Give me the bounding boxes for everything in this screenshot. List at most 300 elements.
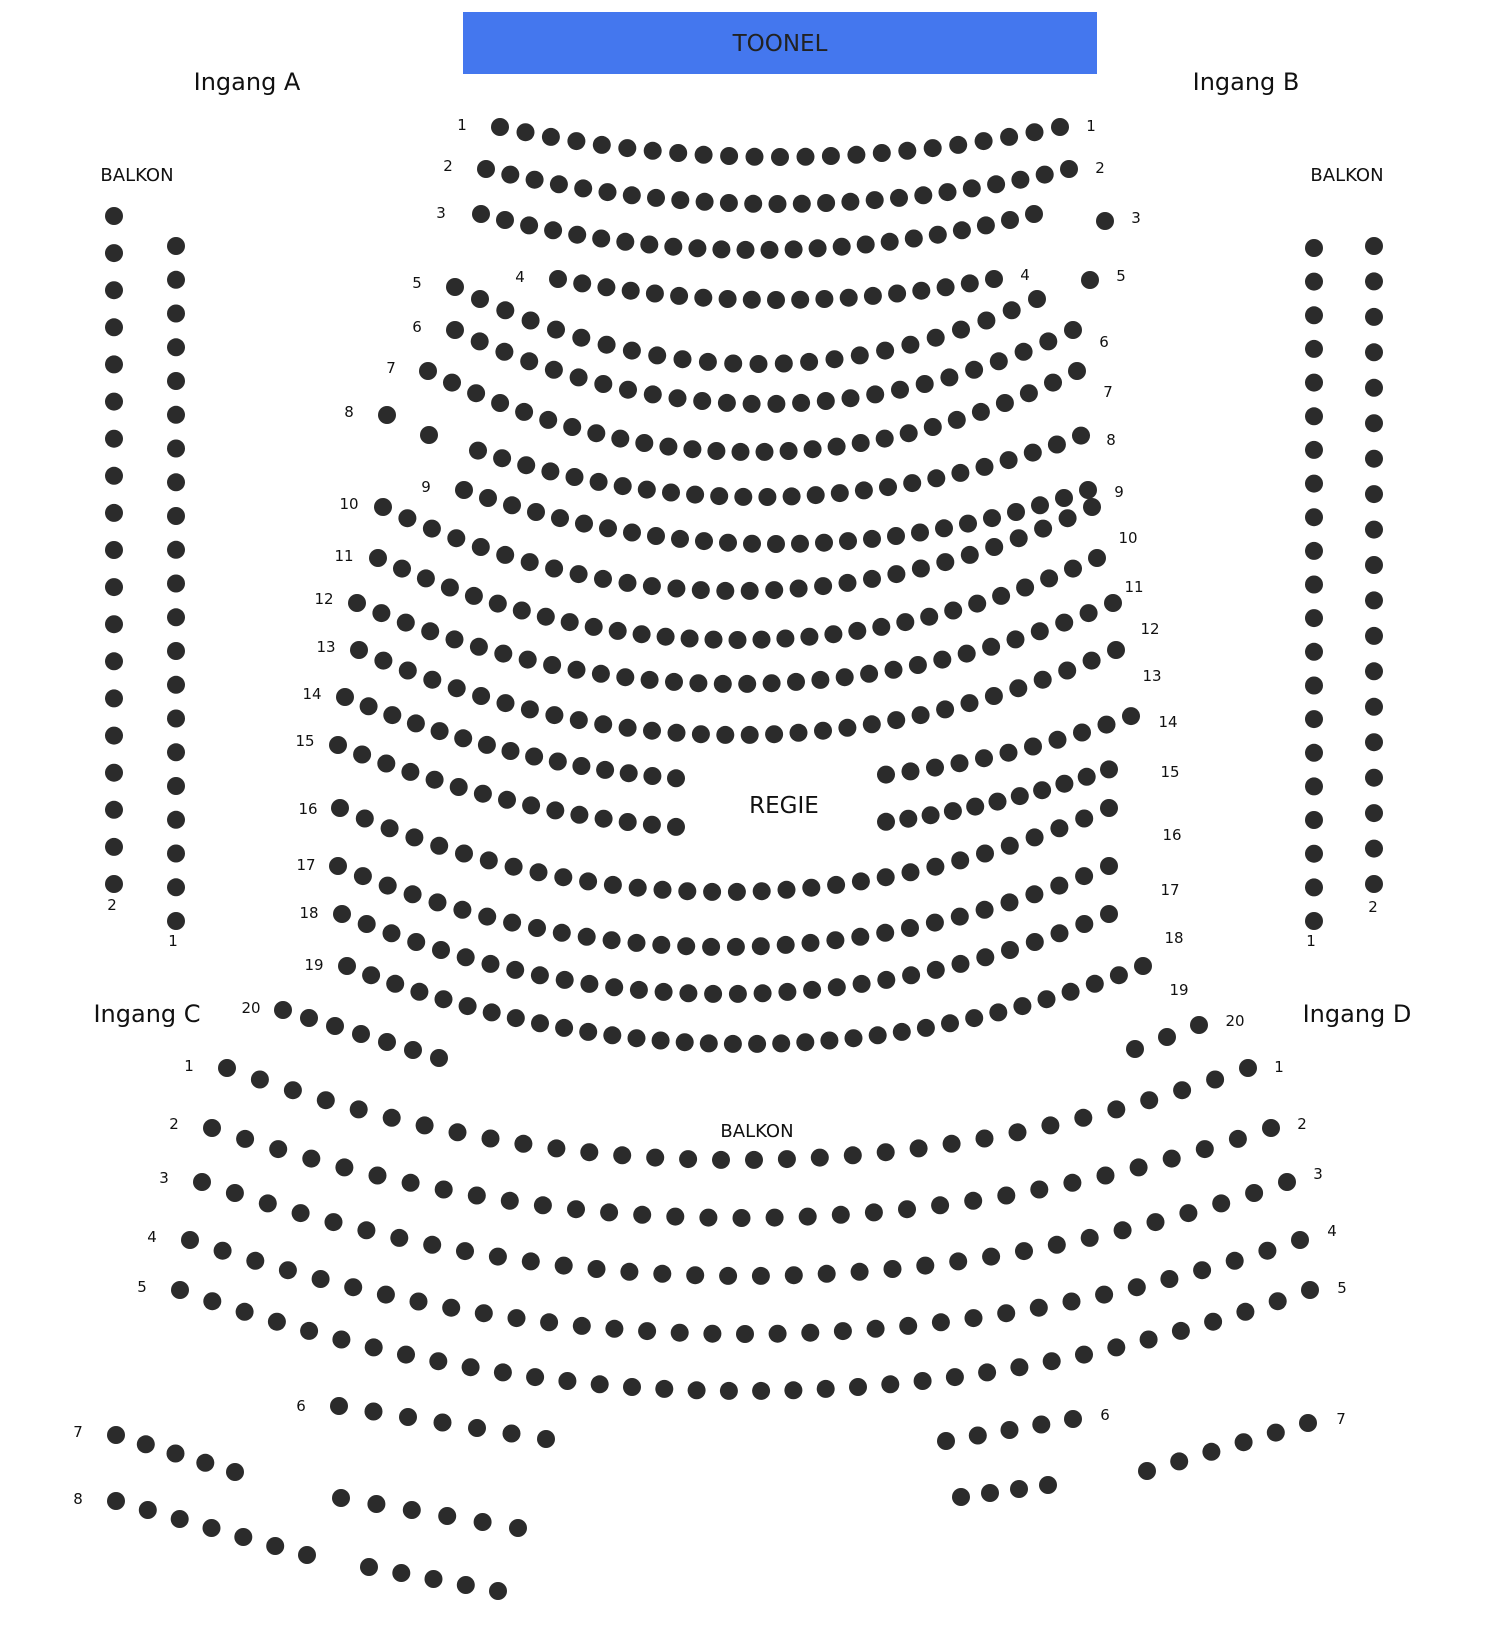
seat-row-10[interactable] (398, 509, 416, 527)
seat-row-12[interactable] (568, 661, 586, 679)
seat-row-16[interactable] (405, 828, 423, 846)
seat-side-balcony-right-row-2[interactable] (1365, 308, 1383, 326)
seat-row-8[interactable] (378, 406, 396, 424)
seat-balcony-row-3[interactable] (423, 1236, 441, 1254)
seat-row-11[interactable] (657, 628, 675, 646)
seat-row-8[interactable] (807, 486, 825, 504)
seat-row-8[interactable] (783, 487, 801, 505)
seat-balcony-row-7[interactable] (107, 1426, 125, 1444)
seat-balcony-row-2[interactable] (931, 1196, 949, 1214)
seat-row-9[interactable] (863, 530, 881, 548)
seat-balcony-row-2[interactable] (633, 1206, 651, 1224)
seat-row-8[interactable] (590, 473, 608, 491)
seat-row-9[interactable] (575, 515, 593, 533)
seat-row-17[interactable] (727, 938, 745, 956)
seat-row-12[interactable] (885, 661, 903, 679)
seat-row-14[interactable] (1049, 731, 1067, 749)
seat-balcony-row-1[interactable] (449, 1123, 467, 1141)
seat-side-balcony-left-row-1[interactable] (167, 305, 185, 323)
seat-balcony-row-8[interactable] (234, 1528, 252, 1546)
seat-row-9[interactable] (767, 535, 785, 553)
seat-row-4[interactable] (646, 285, 664, 303)
seat-row-15[interactable] (377, 755, 395, 773)
seat-balcony-row-2[interactable] (402, 1174, 420, 1192)
seat-row-12[interactable] (714, 675, 732, 693)
seat-balcony-row-1[interactable] (745, 1151, 763, 1169)
seat-balcony-row-3[interactable] (357, 1221, 375, 1239)
seat-row-13[interactable] (545, 706, 563, 724)
seat-row-15[interactable] (522, 796, 540, 814)
seat-row-18[interactable] (580, 975, 598, 993)
seat-row-16[interactable] (753, 882, 771, 900)
seat-side-balcony-right-row-1[interactable] (1305, 609, 1323, 627)
seat-balcony-row-1[interactable] (910, 1139, 928, 1157)
seat-row-11[interactable] (441, 579, 459, 597)
seat-balcony-row-2[interactable] (369, 1167, 387, 1185)
seat-row-9[interactable] (791, 535, 809, 553)
seat-row-19[interactable] (1013, 997, 1031, 1015)
seat-row-16[interactable] (902, 863, 920, 881)
seat-row-17[interactable] (677, 937, 695, 955)
seat-balcony-row-5[interactable] (429, 1352, 447, 1370)
seat-row-11[interactable] (992, 587, 1010, 605)
seat-balcony-row-3[interactable] (456, 1242, 474, 1260)
seat-row-12[interactable] (1080, 604, 1098, 622)
seat-row-3[interactable] (833, 238, 851, 256)
seat-balcony-row-7[interactable] (1202, 1443, 1220, 1461)
seat-side-balcony-right-row-1[interactable] (1305, 441, 1323, 459)
seat-row-13[interactable] (765, 725, 783, 743)
seat-side-balcony-left-row-2[interactable] (105, 318, 123, 336)
seat-balcony-row-1[interactable] (1206, 1071, 1224, 1089)
seat-side-balcony-right-row-1[interactable] (1305, 508, 1323, 526)
seat-balcony-row-5[interactable] (881, 1375, 899, 1393)
seat-row-17[interactable] (1001, 893, 1019, 911)
seat-balcony-row-3[interactable] (489, 1248, 507, 1266)
seat-row-12[interactable] (689, 674, 707, 692)
seat-side-balcony-right-row-2[interactable] (1365, 379, 1383, 397)
seat-balcony-row-1[interactable] (976, 1130, 994, 1148)
seat-row-7[interactable] (924, 418, 942, 436)
seat-balcony-row-4[interactable] (279, 1261, 297, 1279)
seat-row-19[interactable] (507, 1009, 525, 1027)
seat-row-7[interactable] (780, 442, 798, 460)
seat-balcony-row-5[interactable] (946, 1368, 964, 1386)
seat-row-14[interactable] (667, 769, 685, 787)
seat-balcony-row-2[interactable] (898, 1200, 916, 1218)
seat-row-3[interactable] (568, 226, 586, 244)
seat-balcony-row-4[interactable] (475, 1304, 493, 1322)
seat-row-17[interactable] (976, 901, 994, 919)
seat-row-3[interactable] (472, 205, 490, 223)
seat-row-18[interactable] (877, 971, 895, 989)
seat-balcony-row-2[interactable] (534, 1196, 552, 1214)
seat-row-18[interactable] (556, 971, 574, 989)
seat-row-4[interactable] (985, 270, 1003, 288)
seat-row-2[interactable] (623, 186, 641, 204)
seat-row-19[interactable] (772, 1034, 790, 1052)
seat-row-20[interactable] (404, 1041, 422, 1059)
seat-balcony-row-1[interactable] (547, 1139, 565, 1157)
seat-balcony-row-6[interactable] (434, 1414, 452, 1432)
seat-row-2[interactable] (696, 193, 714, 211)
seat-row-13[interactable] (692, 725, 710, 743)
seat-row-13[interactable] (497, 694, 515, 712)
seat-row-16[interactable] (728, 883, 746, 901)
seat-row-11[interactable] (800, 628, 818, 646)
seat-balcony-row-8[interactable] (981, 1484, 999, 1502)
seat-balcony-row-4[interactable] (1160, 1270, 1178, 1288)
seat-row-8[interactable] (879, 478, 897, 496)
seat-row-12[interactable] (421, 622, 439, 640)
seat-balcony-row-5[interactable] (397, 1346, 415, 1364)
seat-row-13[interactable] (1083, 652, 1101, 670)
seat-row-13[interactable] (1058, 662, 1076, 680)
seat-row-9[interactable] (503, 496, 521, 514)
seat-balcony-row-4[interactable] (1258, 1242, 1276, 1260)
seat-balcony-row-5[interactable] (688, 1381, 706, 1399)
seat-row-3[interactable] (1025, 205, 1043, 223)
seat-row-15[interactable] (989, 793, 1007, 811)
seat-side-balcony-left-row-2[interactable] (105, 615, 123, 633)
seat-balcony-row-5[interactable] (623, 1378, 641, 1396)
seat-row-4[interactable] (743, 291, 761, 309)
seat-balcony-row-1[interactable] (1107, 1100, 1125, 1118)
seat-row-9[interactable] (647, 527, 665, 545)
seat-balcony-row-4[interactable] (638, 1322, 656, 1340)
seat-row-15[interactable] (1100, 760, 1118, 778)
seat-side-balcony-left-row-2[interactable] (105, 652, 123, 670)
seat-row-15[interactable] (401, 763, 419, 781)
seat-row-10[interactable] (790, 580, 808, 598)
seat-row-18[interactable] (407, 933, 425, 951)
seat-side-balcony-left-row-1[interactable] (167, 338, 185, 356)
seat-row-12[interactable] (470, 638, 488, 656)
seat-balcony-row-5[interactable] (526, 1368, 544, 1386)
seat-row-5[interactable] (1003, 301, 1021, 319)
seat-row-10[interactable] (716, 582, 734, 600)
seat-side-balcony-left-row-2[interactable] (105, 727, 123, 745)
seat-balcony-row-8[interactable] (203, 1519, 221, 1537)
seat-row-6[interactable] (495, 343, 513, 361)
seat-side-balcony-left-row-2[interactable] (105, 393, 123, 411)
seat-balcony-row-4[interactable] (671, 1324, 689, 1342)
seat-side-balcony-right-row-1[interactable] (1305, 710, 1323, 728)
seat-row-11[interactable] (681, 630, 699, 648)
seat-row-5[interactable] (648, 346, 666, 364)
seat-row-11[interactable] (1040, 569, 1058, 587)
seat-balcony-row-4[interactable] (573, 1317, 591, 1335)
seat-balcony-row-8[interactable] (489, 1582, 507, 1600)
seat-row-10[interactable] (741, 582, 759, 600)
seat-row-18[interactable] (976, 948, 994, 966)
seat-row-14[interactable] (620, 764, 638, 782)
seat-row-7[interactable] (756, 443, 774, 461)
seat-row-13[interactable] (1034, 671, 1052, 689)
seat-row-15[interactable] (474, 785, 492, 803)
seat-row-17[interactable] (752, 937, 770, 955)
seat-side-balcony-left-row-1[interactable] (167, 271, 185, 289)
seat-row-3[interactable] (520, 216, 538, 234)
seat-balcony-row-7[interactable] (1299, 1414, 1317, 1432)
seat-balcony-row-4[interactable] (965, 1309, 983, 1327)
seat-row-15[interactable] (643, 816, 661, 834)
seat-row-19[interactable] (845, 1029, 863, 1047)
seat-row-7[interactable] (852, 434, 870, 452)
seat-balcony-row-4[interactable] (736, 1325, 754, 1343)
seat-row-12[interactable] (787, 673, 805, 691)
seat-row-4[interactable] (961, 274, 979, 292)
seat-row-17[interactable] (329, 857, 347, 875)
seat-balcony-row-2[interactable] (733, 1209, 751, 1227)
seat-balcony-row-1[interactable] (383, 1109, 401, 1127)
seat-row-20[interactable] (378, 1033, 396, 1051)
seat-row-19[interactable] (531, 1014, 549, 1032)
seat-balcony-row-3[interactable] (193, 1173, 211, 1191)
seat-row-19[interactable] (338, 957, 356, 975)
seat-row-17[interactable] (404, 885, 422, 903)
seat-balcony-row-5[interactable] (171, 1281, 189, 1299)
seat-row-7[interactable] (972, 403, 990, 421)
seat-balcony-row-8[interactable] (171, 1510, 189, 1528)
seat-row-19[interactable] (917, 1019, 935, 1037)
seat-balcony-row-3[interactable] (259, 1194, 277, 1212)
seat-row-7[interactable] (1020, 384, 1038, 402)
seat-side-balcony-right-row-2[interactable] (1365, 237, 1383, 255)
seat-row-12[interactable] (811, 671, 829, 689)
seat-side-balcony-left-row-2[interactable] (105, 764, 123, 782)
seat-row-2[interactable] (501, 166, 519, 184)
seat-row-19[interactable] (628, 1029, 646, 1047)
seat-balcony-row-1[interactable] (1041, 1116, 1059, 1134)
seat-row-19[interactable] (410, 983, 428, 1001)
seat-row-9[interactable] (1007, 503, 1025, 521)
seat-row-4[interactable] (840, 289, 858, 307)
seat-balcony-row-7[interactable] (226, 1463, 244, 1481)
seat-row-1[interactable] (873, 144, 891, 162)
seat-row-11[interactable] (1064, 560, 1082, 578)
seat-balcony-row-3[interactable] (949, 1252, 967, 1270)
seat-row-4[interactable] (888, 285, 906, 303)
seat-side-balcony-right-row-2[interactable] (1365, 272, 1383, 290)
seat-row-16[interactable] (926, 858, 944, 876)
seat-balcony-row-2[interactable] (766, 1209, 784, 1227)
seat-row-5[interactable] (977, 312, 995, 330)
seat-side-balcony-right-row-2[interactable] (1365, 627, 1383, 645)
seat-row-8[interactable] (517, 456, 535, 474)
seat-row-7[interactable] (996, 394, 1014, 412)
seat-row-8[interactable] (1072, 427, 1090, 445)
seat-row-19[interactable] (724, 1035, 742, 1053)
seat-balcony-row-4[interactable] (899, 1317, 917, 1335)
seat-row-6[interactable] (916, 375, 934, 393)
seat-balcony-row-5[interactable] (591, 1375, 609, 1393)
seat-row-17[interactable] (652, 936, 670, 954)
seat-row-1[interactable] (898, 142, 916, 160)
seat-row-15[interactable] (595, 810, 613, 828)
seat-row-10[interactable] (936, 553, 954, 571)
seat-balcony-row-5[interactable] (1236, 1303, 1254, 1321)
seat-row-6[interactable] (693, 392, 711, 410)
seat-row-14[interactable] (502, 742, 520, 760)
seat-balcony-row-2[interactable] (1063, 1174, 1081, 1192)
seat-row-11[interactable] (824, 625, 842, 643)
seat-balcony-row-8[interactable] (107, 1492, 125, 1510)
seat-balcony-row-5[interactable] (203, 1292, 221, 1310)
seat-row-6[interactable] (520, 352, 538, 370)
seat-row-11[interactable] (753, 631, 771, 649)
seat-row-6[interactable] (866, 385, 884, 403)
seat-balcony-row-2[interactable] (699, 1209, 717, 1227)
seat-row-17[interactable] (777, 936, 795, 954)
seat-row-9[interactable] (1079, 481, 1097, 499)
seat-balcony-row-7[interactable] (1267, 1424, 1285, 1442)
seat-balcony-row-6[interactable] (468, 1419, 486, 1437)
seat-row-8[interactable] (855, 481, 873, 499)
seat-row-10[interactable] (447, 529, 465, 547)
seat-row-11[interactable] (896, 613, 914, 631)
seat-row-10[interactable] (521, 553, 539, 571)
seat-row-13[interactable] (374, 652, 392, 670)
seat-row-5[interactable] (750, 355, 768, 373)
seat-row-17[interactable] (528, 919, 546, 937)
seat-balcony-row-1[interactable] (613, 1146, 631, 1164)
seat-row-14[interactable] (1073, 724, 1091, 742)
seat-row-10[interactable] (1059, 509, 1077, 527)
seat-balcony-row-5[interactable] (1010, 1358, 1028, 1376)
seat-row-14[interactable] (431, 722, 449, 740)
seat-row-1[interactable] (1000, 128, 1018, 146)
seat-row-18[interactable] (457, 948, 475, 966)
seat-row-16[interactable] (951, 851, 969, 869)
seat-balcony-row-3[interactable] (1015, 1242, 1033, 1260)
seat-balcony-row-1[interactable] (1140, 1091, 1158, 1109)
seat-row-15[interactable] (1078, 768, 1096, 786)
seat-row-2[interactable] (1011, 171, 1029, 189)
seat-row-19[interactable] (676, 1033, 694, 1051)
seat-row-6[interactable] (545, 361, 563, 379)
seat-row-19[interactable] (652, 1032, 670, 1050)
seat-balcony-row-1[interactable] (844, 1146, 862, 1164)
seat-row-14[interactable] (643, 767, 661, 785)
seat-balcony-row-2[interactable] (600, 1203, 618, 1221)
seat-side-balcony-right-row-2[interactable] (1365, 556, 1383, 574)
seat-row-11[interactable] (944, 602, 962, 620)
seat-row-17[interactable] (603, 931, 621, 949)
seat-row-14[interactable] (336, 688, 354, 706)
seat-balcony-row-8[interactable] (474, 1513, 492, 1531)
seat-row-3[interactable] (785, 240, 803, 258)
seat-balcony-row-5[interactable] (494, 1363, 512, 1381)
seat-balcony-row-6[interactable] (503, 1425, 521, 1443)
seat-row-11[interactable] (393, 560, 411, 578)
seat-row-18[interactable] (630, 981, 648, 999)
seat-row-19[interactable] (820, 1032, 838, 1050)
seat-balcony-row-2[interactable] (832, 1206, 850, 1224)
seat-row-9[interactable] (623, 524, 641, 542)
seat-row-6[interactable] (594, 375, 612, 393)
seat-balcony-row-5[interactable] (1269, 1292, 1287, 1310)
seat-row-8[interactable] (420, 426, 438, 444)
seat-balcony-row-5[interactable] (332, 1331, 350, 1349)
seat-row-15[interactable] (899, 810, 917, 828)
seat-side-balcony-left-row-2[interactable] (105, 430, 123, 448)
seat-row-5[interactable] (471, 290, 489, 308)
seat-row-10[interactable] (374, 498, 392, 516)
seat-row-17[interactable] (951, 908, 969, 926)
seat-row-3[interactable] (761, 241, 779, 259)
seat-side-balcony-right-row-1[interactable] (1305, 845, 1323, 863)
seat-balcony-row-4[interactable] (214, 1242, 232, 1260)
seat-row-16[interactable] (827, 876, 845, 894)
seat-row-6[interactable] (940, 368, 958, 386)
seat-row-16[interactable] (430, 837, 448, 855)
seat-balcony-row-8[interactable] (332, 1489, 350, 1507)
seat-row-18[interactable] (729, 985, 747, 1003)
seat-row-4[interactable] (912, 282, 930, 300)
seat-balcony-row-4[interactable] (540, 1313, 558, 1331)
seat-balcony-row-4[interactable] (867, 1320, 885, 1338)
seat-row-12[interactable] (836, 668, 854, 686)
seat-balcony-row-4[interactable] (377, 1286, 395, 1304)
seat-balcony-row-4[interactable] (1291, 1231, 1309, 1249)
seat-row-16[interactable] (579, 872, 597, 890)
seat-row-15[interactable] (1011, 787, 1029, 805)
seat-side-balcony-right-row-1[interactable] (1305, 744, 1323, 762)
seat-balcony-row-1[interactable] (218, 1059, 236, 1077)
seat-row-6[interactable] (891, 381, 909, 399)
seat-balcony-row-4[interactable] (181, 1231, 199, 1249)
seat-row-16[interactable] (1075, 810, 1093, 828)
seat-row-5[interactable] (800, 353, 818, 371)
seat-side-balcony-right-row-2[interactable] (1365, 769, 1383, 787)
seat-row-12[interactable] (909, 656, 927, 674)
seat-balcony-row-4[interactable] (410, 1293, 428, 1311)
seat-row-7[interactable] (804, 440, 822, 458)
seat-balcony-row-4[interactable] (344, 1278, 362, 1296)
seat-balcony-row-5[interactable] (1107, 1338, 1125, 1356)
seat-row-5[interactable] (927, 329, 945, 347)
seat-balcony-row-8[interactable] (425, 1570, 443, 1588)
seat-row-3[interactable] (857, 236, 875, 254)
seat-row-16[interactable] (1026, 828, 1044, 846)
seat-row-1[interactable] (517, 123, 535, 141)
seat-row-15[interactable] (922, 806, 940, 824)
seat-side-balcony-left-row-2[interactable] (105, 578, 123, 596)
seat-side-balcony-right-row-1[interactable] (1305, 777, 1323, 795)
seat-row-4[interactable] (573, 274, 591, 292)
seat-balcony-row-1[interactable] (1173, 1081, 1191, 1099)
seat-row-8[interactable] (493, 449, 511, 467)
seat-row-11[interactable] (609, 622, 627, 640)
seat-row-20[interactable] (430, 1049, 448, 1067)
seat-balcony-row-2[interactable] (1163, 1150, 1181, 1168)
seat-row-17[interactable] (802, 934, 820, 952)
seat-row-18[interactable] (333, 905, 351, 923)
seat-balcony-row-3[interactable] (1081, 1229, 1099, 1247)
seat-row-2[interactable] (841, 193, 859, 211)
seat-row-10[interactable] (912, 560, 930, 578)
seat-balcony-row-2[interactable] (236, 1130, 254, 1148)
seat-balcony-row-3[interactable] (522, 1252, 540, 1270)
seat-row-5[interactable] (699, 353, 717, 371)
seat-row-13[interactable] (863, 715, 881, 733)
seat-side-balcony-right-row-2[interactable] (1365, 662, 1383, 680)
seat-row-12[interactable] (592, 665, 610, 683)
seat-side-balcony-left-row-1[interactable] (167, 811, 185, 829)
seat-row-12[interactable] (397, 614, 415, 632)
seat-row-6[interactable] (767, 395, 785, 413)
